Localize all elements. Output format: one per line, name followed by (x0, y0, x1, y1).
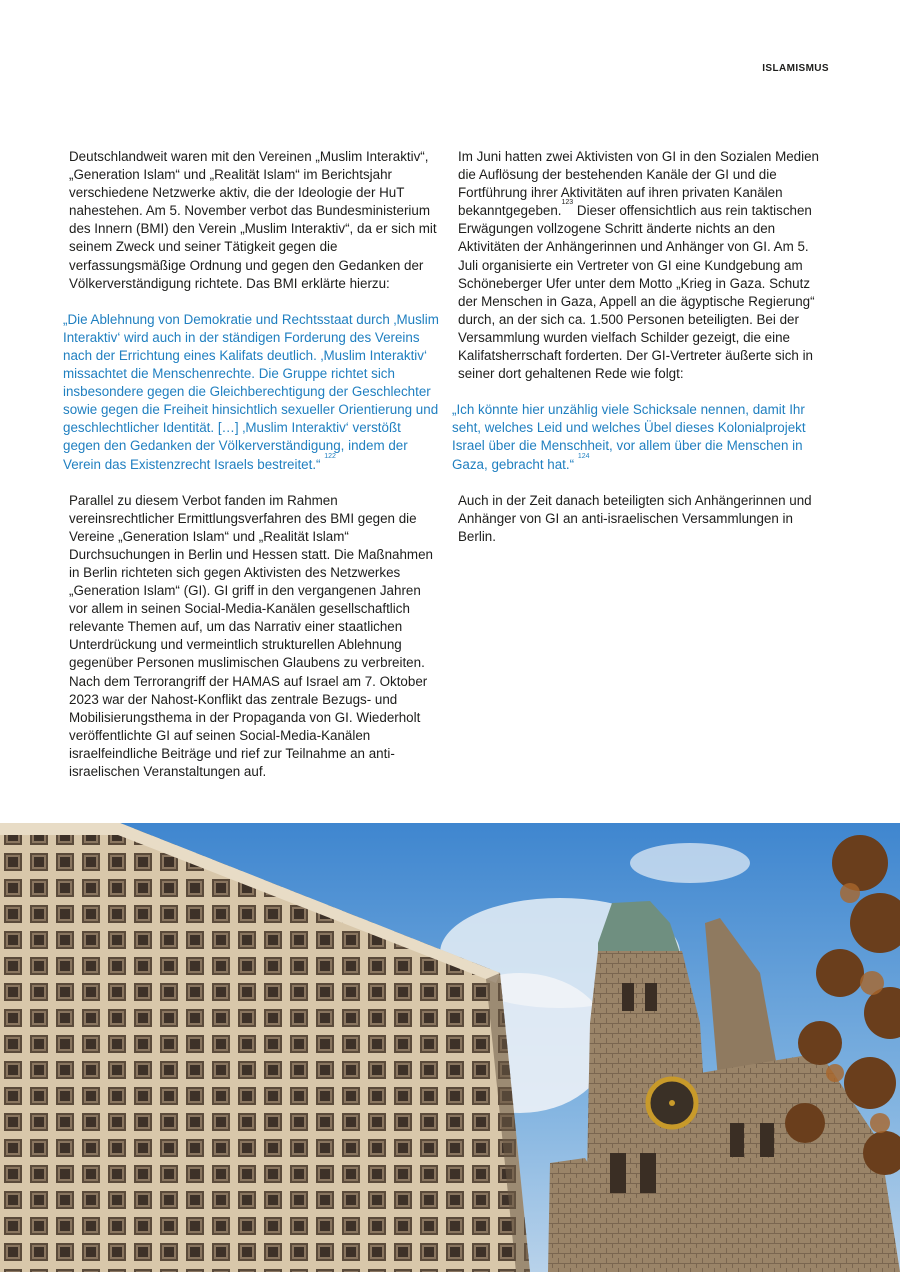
footnote-122: 122 (324, 452, 336, 460)
church-window (610, 1153, 626, 1193)
side-tower (548, 1158, 602, 1272)
right-quote (452, 401, 830, 473)
right-paragraph-2: Auch in der Zeit danach beteiligten sich Anhängerinnen und Anhänger von GI an anti-israelischen Versammlungen in Berlin. (458, 492, 812, 544)
church-window (730, 1123, 744, 1157)
right-paragraph-1-a: Im Juni hatten zwei Aktivisten von GI in den Sozialen Medien die Auflösung der bestehenden Kanäle der GI und die Fortführung ihrer Aktivitäten auf ihren privaten Kanälen bekanntgegeben. (458, 149, 819, 219)
left-paragraph-1: Deutschlandweit waren mit den Vereinen „Muslim Interaktiv“, „Generation Islam“ und „Realität Islam“ im Berichtsjahr verschiedene Netzwerke aktiv, die der Ideologie der HuT nahestehen. Am 5. November verbot das Bundesministerium des Innern (BMI) den Verein „Muslim Interaktiv“, da er sich mit seinem Zweck und seiner Tätigkeit gegen die verfassungsmäßige Ordnung und gegen den Gedanken der Völkerverständigung richtete. Das BMI erklärte hierzu: (69, 149, 437, 291)
right-paragraph-1 (458, 148, 830, 383)
left-column (63, 148, 441, 781)
right-paragraph-1-b: Dieser offensichtlich aus rein taktischen Erwägungen vollzogene Schritt änderte nichts an den Aktivitäten der Anhängerinnen und Anhänger von GI. Am 5. Juli organisierte ein Vertreter von GI eine Kundgebung am Schöneberger Ufer unter dem Motto „Krieg in Gaza. Schutz der Menschen in Gaza, Appell an die ägyptische Regierung“ durch, an der sich ca. 1.500 Personen beteiligten. Bei der Versammlung wurden vielfach Schilder gezeigt, die eine Kalifatsherrschaft forderten. Der GI-Vertreter äußerte sich in seiner dort gehaltenen Rede wie folgt: (458, 203, 815, 382)
church-window (622, 983, 634, 1011)
photo-illustration (0, 823, 900, 1272)
footnote-123: 123 (561, 199, 574, 207)
left-quote (63, 311, 441, 474)
clock-center (669, 1100, 675, 1106)
footnote-124: 124 (577, 452, 590, 460)
church-window (640, 1153, 656, 1193)
church-window (645, 983, 657, 1011)
left-quote-text: „Die Ablehnung von Demokratie und Rechtsstaat durch ‚Muslim Interaktiv‘ wird auch in der ständigen Forderung des Vereins nach der Errichtung eines Kalifats deutlich. ‚Muslim Interaktiv‘ missachtet die Menschenrechte. Die Gruppe richtet sich insbesondere gegen die Gleichberechtigung der Geschlechter sowie gegen die Freiheit hinsichtlich sexueller Orientierung und geschlechtlicher Identität. […] ‚Muslim Interaktiv‘ verstößt gegen den Gedanken der Völkerverständigung, indem der Verein das Existenzrecht Israels bestreitet.“ (63, 311, 439, 472)
right-column (452, 148, 830, 546)
right-quote-text: „Ich könnte hier unzählig viele Schicksale nennen, damit Ihr seht, welches Leid und welches Übel dieses Kolonialprojekt Israel über die Menschheit, vor allem über die Menschen in Gaza, gebracht hat.“ (452, 402, 806, 472)
section-label: ISLAMISMUS (762, 63, 829, 74)
left-paragraph-2: Parallel zu diesem Verbot fanden im Rahmen vereinsrechtlicher Ermittlungsverfahren des BMI gegen die Vereine „Generation Islam“ und „Realität Islam“ Durchsuchungen in Berlin und Hessen statt. Die Maßnahmen in Berlin richteten sich gegen Aktivisten des Netzwerkes „Generation Islam“ (GI). GI griff in den vergangenen Jahren vor allem in seinen Social-Media-Kanälen gesellschaftlich relevante Themen auf, um das Narrativ einer staatlichen Unterdrückung und vermeintlich strukturellen Ablehnung gegenüber Personen muslimischen Glaubens zu verbreiten. Nach dem Terrorangriff der HAMAS auf Israel am 7. Oktober 2023 war der Nahost-Konflikt das zentrale Bezugs- und Mobilisierungsthema in der Propaganda von GI. Wiederholt veröffentlichte GI auf seinen Social-Media-Kanälen israelfeindliche Beiträge und rief zur Teilnahme an anti-israelischen Veranstaltungen auf. (69, 492, 433, 779)
cloud (630, 843, 750, 883)
photo-berlin-church (0, 823, 900, 1272)
church-window (760, 1123, 774, 1157)
